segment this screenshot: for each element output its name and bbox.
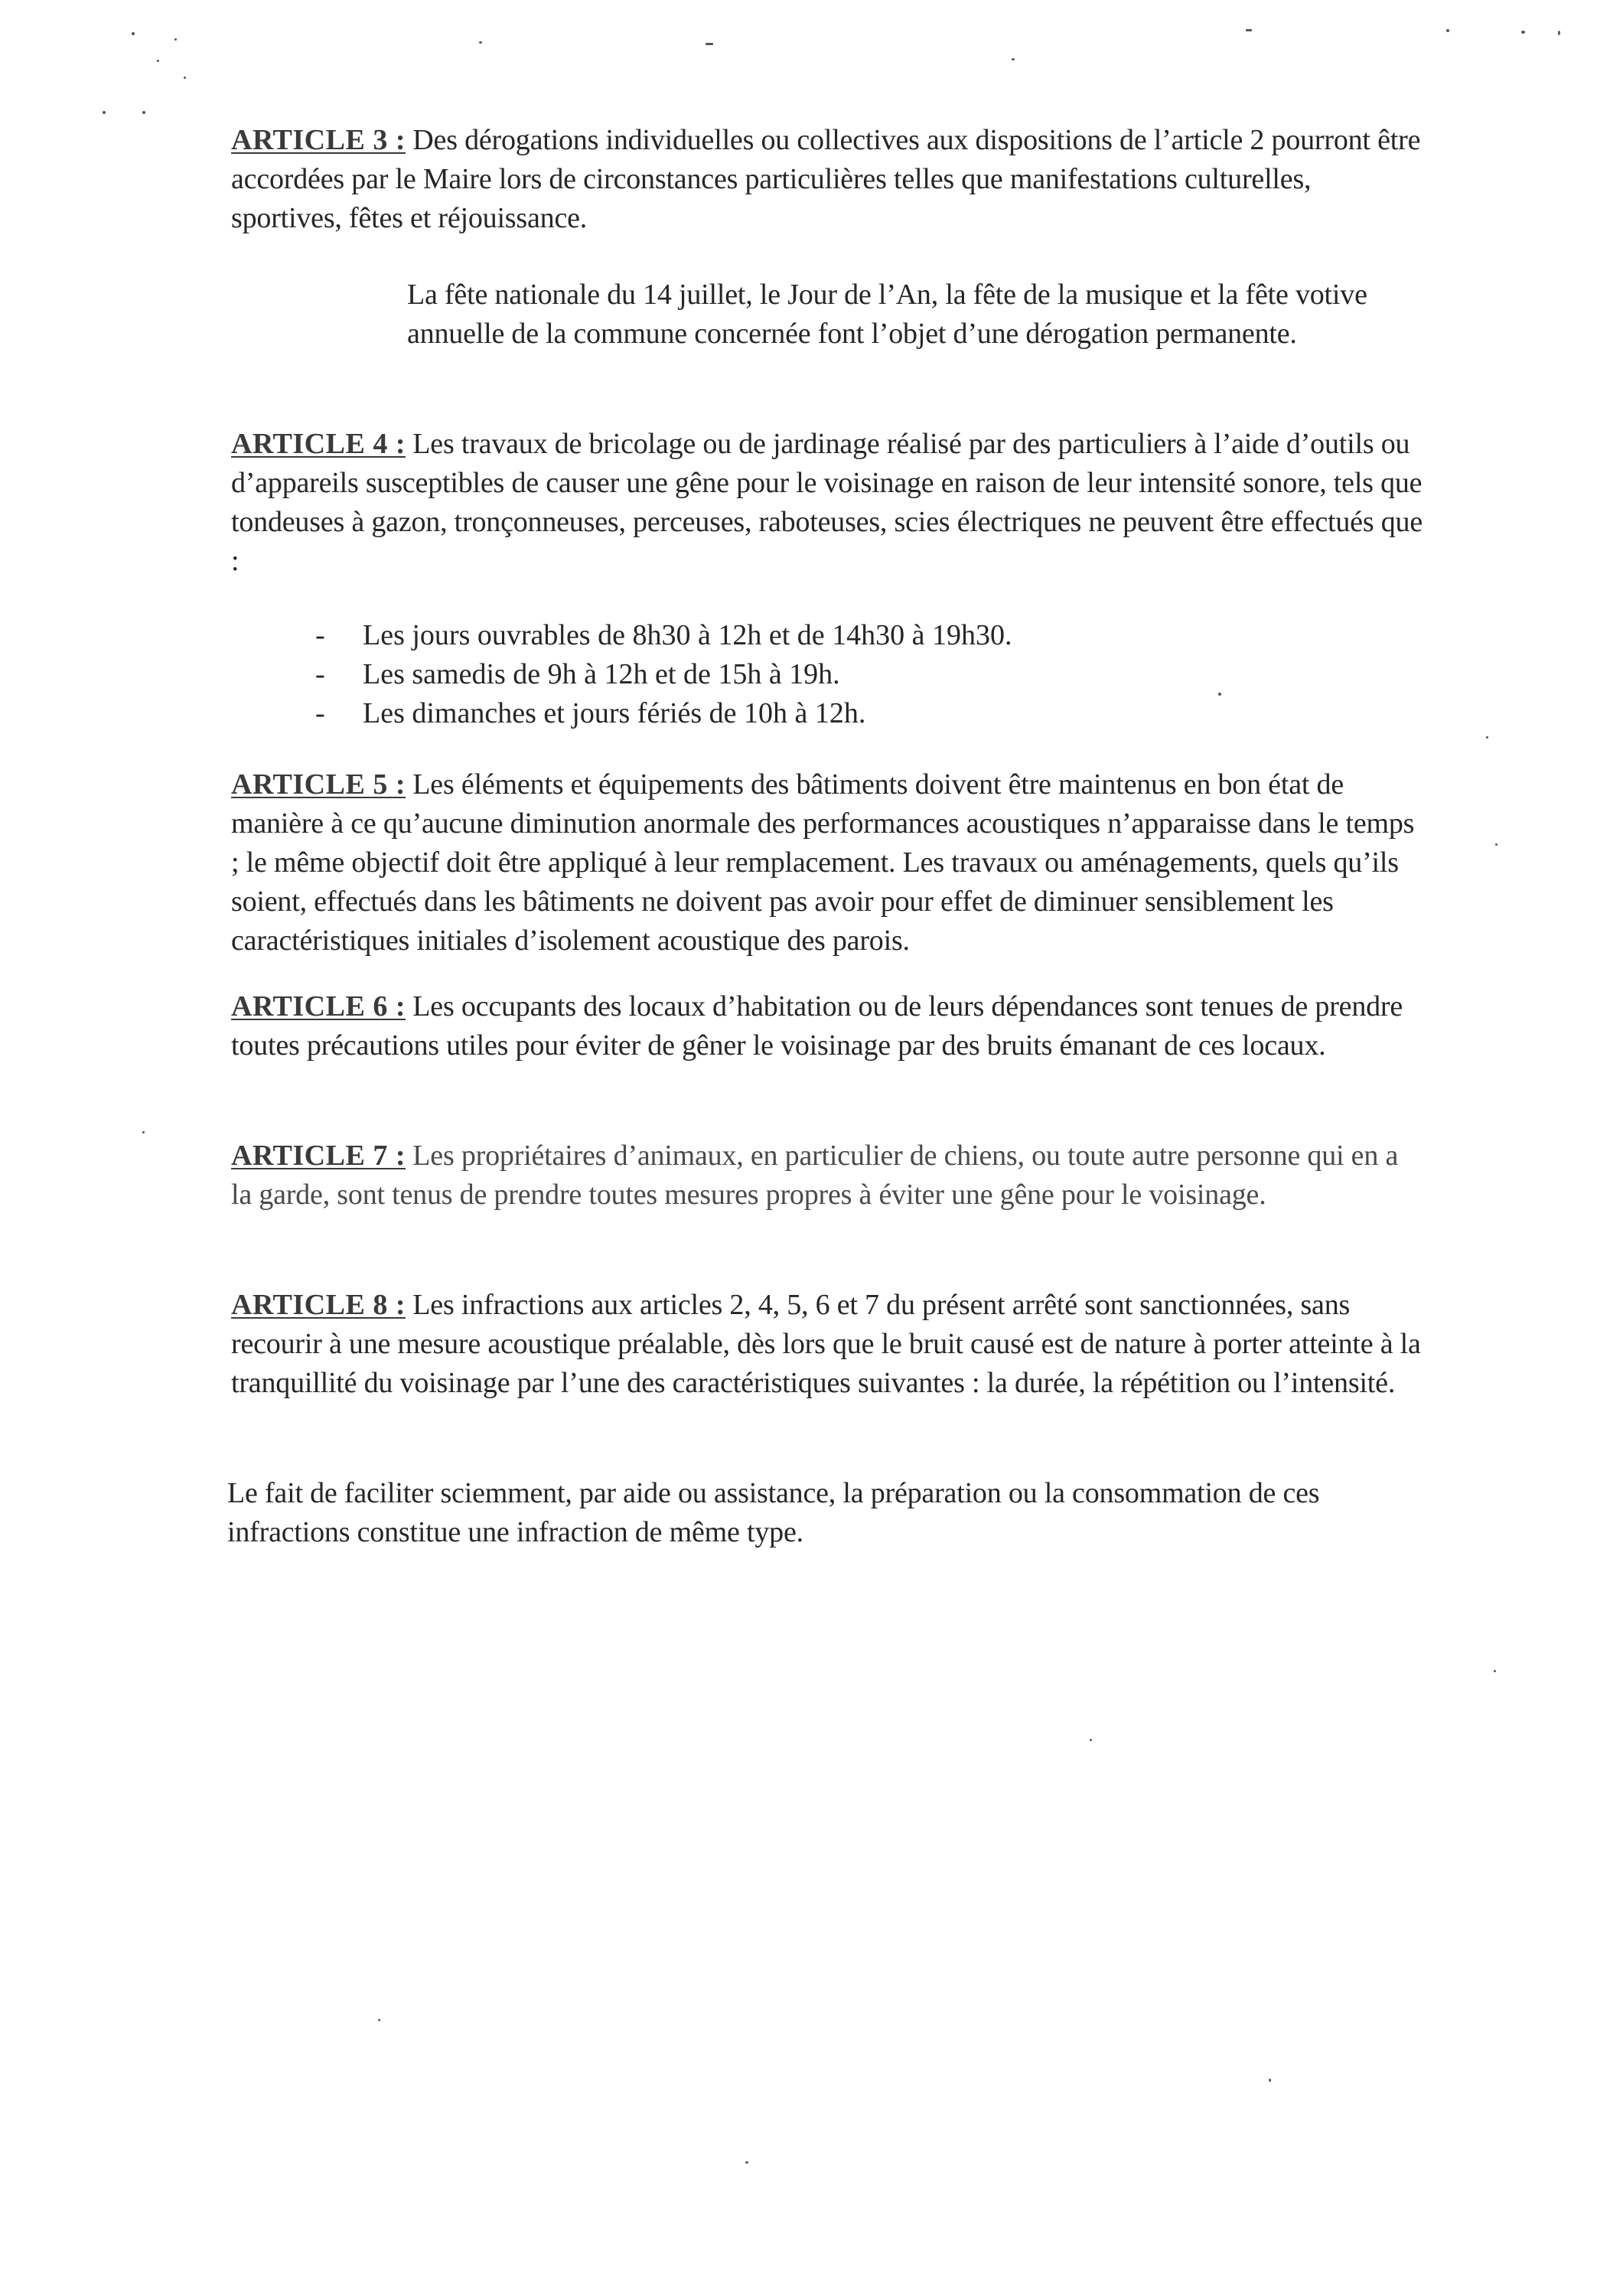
article-8-label: ARTICLE 8 : <box>231 1289 406 1321</box>
article-6-paragraph <box>231 987 1425 1065</box>
article-4-text: Les travaux de bricolage ou de jardinage réalisé par des particuliers à l’aide d’outils ou d’appareils susceptibles de causer une gêne pour le voisinage en raison de leur intensité sonore, tels que tondeuses à gazon, tronçonneuses, perceuses, raboteuses, scies électriques ne peuvent être effectués que : <box>231 428 1423 577</box>
scan-speck <box>378 2019 380 2021</box>
article-4-paragraph <box>231 425 1425 581</box>
article-3-paragraph <box>231 121 1425 238</box>
article-3-text: Des dérogations individuelles ou collectives aux dispositions de l’article 2 pourront être accordées par le Maire lors de circonstances particulières telles que manifestations culturelles, sportives, fêtes et réjouissance. <box>231 124 1421 234</box>
article-3-permanent-derogation <box>407 276 1402 354</box>
schedule-item-weekdays: - Les jours ouvrables de 8h30 à 12h et de 14h30 à 19h30. <box>315 616 1310 655</box>
article-8-text: Les infractions aux articles 2, 4, 5, 6 et 7 du présent arrêté sont sanctionnées, sans recourir à une mesure acoustique préalable, dès lors que le bruit causé est de nature à porter atteinte à la tranquillité du voisinage par l’une des caractéristiques suivantes : la durée, la répétition ou l’intensité. <box>231 1289 1421 1399</box>
article-5-label: ARTICLE 5 : <box>231 768 406 801</box>
article-7-label: ARTICLE 7 : <box>231 1140 406 1172</box>
article-7-paragraph <box>231 1137 1425 1215</box>
article-5 <box>231 765 1425 960</box>
scan-speck <box>132 32 135 35</box>
scan-speck <box>1090 1739 1092 1741</box>
scan-speck <box>1446 29 1449 32</box>
scan-speck <box>1486 736 1488 739</box>
scan-speck <box>174 38 177 41</box>
closing-text: Le fait de faciliter sciemment, par aide ou assistance, la préparation ou la consommation de ces infractions constitue une infraction de même type. <box>227 1477 1320 1548</box>
article-4-label: ARTICLE 4 : <box>231 428 406 460</box>
article-6 <box>231 987 1425 1065</box>
scan-speck <box>1246 29 1252 31</box>
article-7-text: Les propriétaires d’animaux, en particulier de chiens, ou toute autre personne qui en a la garde, sont tenus de prendre toutes mesures propres à éviter une gêne pour le voisinage. <box>231 1140 1399 1211</box>
scan-speck <box>142 1131 145 1133</box>
schedule-item-saturdays: - Les samedis de 9h à 12h et de 15h à 19h. <box>315 655 1310 694</box>
article-3-sub-text: La fête nationale du 14 juillet, le Jour de l’An, la fête de la musique et la fête votive annuelle de la commune concernée font l’objet d’une dérogation permanente. <box>407 279 1367 350</box>
scan-speck <box>142 111 145 114</box>
scan-speck <box>157 60 159 62</box>
scan-speck <box>1495 843 1498 846</box>
scan-speck <box>1218 693 1221 696</box>
scan-speck <box>1269 2079 1271 2082</box>
article-3 <box>231 121 1425 238</box>
scan-speck <box>479 41 482 44</box>
article-8 <box>231 1286 1425 1403</box>
article-3-label: ARTICLE 3 : <box>231 124 406 156</box>
scan-speck <box>1494 1670 1496 1672</box>
scan-speck <box>1558 31 1560 35</box>
closing-paragraph <box>227 1474 1421 1552</box>
article-5-text: Les éléments et équipements des bâtiments doivent être maintenus en bon état de manière à ce qu’aucune diminution anormale des performances acoustiques n’apparaisse dans le temps ; le même objectif doit être appliqué à leur remplacement. Les travaux ou aménagements, quels qu’ils soient, effectués dans les bâtiments ne doivent pas avoir pour effet de diminuer sensiblement les caractéristiques initiales d’isolement acoustique des parois. <box>231 768 1415 957</box>
scan-speck <box>184 77 186 79</box>
article-4 <box>231 425 1425 581</box>
scan-speck <box>745 2161 748 2164</box>
article-5-paragraph <box>231 765 1425 960</box>
article-7 <box>231 1137 1425 1215</box>
scan-speck <box>706 43 713 45</box>
article-8-paragraph <box>231 1286 1425 1403</box>
article-6-label: ARTICLE 6 : <box>231 990 406 1022</box>
scan-speck <box>1012 58 1015 60</box>
article-6-text: Les occupants des locaux d’habitation ou de leurs dépendances sont tenues de prendre toutes précautions utiles pour éviter de gêner le voisinage par des bruits émanant de ces locaux. <box>231 990 1403 1062</box>
schedule-item-sundays: - Les dimanches et jours fériés de 10h à 12h. <box>315 694 1310 733</box>
scan-speck <box>103 111 106 114</box>
scan-speck <box>1521 31 1525 34</box>
article-4-schedule-list <box>315 616 1310 733</box>
